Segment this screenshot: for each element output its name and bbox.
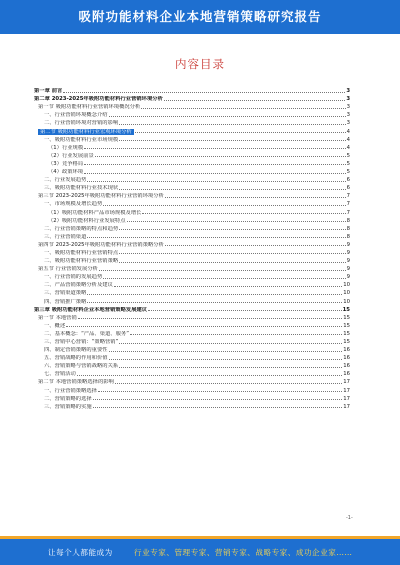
toc-leader-dots	[98, 391, 342, 392]
toc-entry-page: 4	[346, 144, 350, 151]
toc-entry-label: 一、市场规模及增长趋势	[44, 201, 103, 208]
toc-entry[interactable]	[34, 216, 350, 224]
toc-entry-label: 一、吸附功能材料行业营销特点	[44, 249, 119, 256]
toc-entry[interactable]	[34, 191, 350, 199]
toc-entry[interactable]	[34, 305, 350, 313]
toc-leader-dots	[114, 286, 342, 287]
toc-entry[interactable]	[34, 361, 350, 369]
toc-leader-dots	[141, 108, 345, 109]
toc-leader-dots	[84, 148, 345, 149]
toc-entry[interactable]	[34, 135, 350, 143]
toc-leader-dots	[63, 92, 345, 93]
toc-entry[interactable]	[34, 232, 350, 240]
toc-entry[interactable]	[34, 207, 350, 215]
toc-entry-label: 第一章 前言	[34, 88, 63, 95]
toc-entry-page: 17	[343, 403, 350, 410]
toc-leader-dots	[119, 253, 345, 254]
toc-entry[interactable]	[34, 240, 350, 248]
report-title: 吸附功能材料企业本地营销策略研究报告	[78, 9, 322, 24]
toc-entry[interactable]	[34, 264, 350, 272]
toc-entry[interactable]	[34, 329, 350, 337]
toc-entry-label: 二、行业营销策略的特点和趋势	[44, 225, 119, 232]
toc-entry-page: 10	[343, 282, 350, 289]
toc-entry-label: 第二节 吸附功能材料行业宏观环境分析	[40, 128, 132, 135]
toc-entry-label: 二、营销策略的选择	[44, 395, 92, 402]
toc-entry-page: 6	[346, 185, 350, 192]
toc-leader-dots	[93, 399, 343, 400]
toc-entry-label: 五、营销战略的作用和价值	[44, 355, 108, 362]
toc-leader-dots	[87, 294, 342, 295]
toc-entry-label: 三、吸附功能材料行业技术现状	[44, 185, 119, 192]
toc-entry[interactable]	[34, 402, 350, 410]
toc-entry-page: 5	[346, 152, 350, 159]
table-of-contents	[34, 86, 350, 410]
banner-accent-stripe	[0, 536, 400, 539]
toc-leader-dots	[66, 326, 342, 327]
toc-entry-page: 3	[346, 96, 350, 103]
toc-entry-label: 第一节 吸附功能材料行业营销环境概况分析	[38, 104, 141, 111]
toc-entry[interactable]	[34, 353, 350, 361]
toc-leader-dots	[109, 359, 343, 360]
toc-entry[interactable]	[34, 159, 350, 167]
toc-entry-label: 第二节 本地营销策略选择的影响	[38, 379, 114, 386]
toc-leader-dots	[95, 156, 346, 157]
toc-entry-page: 3	[346, 112, 350, 119]
toc-leader-dots	[130, 334, 342, 335]
toc-leader-dots	[119, 343, 342, 344]
toc-entry-label: 三、行业营销渠道	[44, 233, 87, 240]
toc-entry-page: 16	[343, 363, 350, 370]
toc-entry-label: 三、营销策略的实施	[44, 403, 92, 410]
toc-leader-dots	[84, 164, 345, 165]
toc-entry-label: 第一节 本地营销	[38, 314, 77, 321]
toc-entry-label: 四、制定营销策略的重要性	[44, 347, 108, 354]
toc-leader-dots	[135, 132, 346, 133]
toc-entry[interactable]	[34, 377, 350, 385]
toc-entry-page: 5	[346, 160, 350, 167]
toc-leader-dots	[99, 270, 346, 271]
toc-entry-page: 17	[343, 395, 350, 402]
toc-entry[interactable]	[34, 86, 350, 94]
toc-entry-label: 第三节 2023-2025年吸附功能材料行业营销环境分析	[38, 193, 164, 200]
toc-entry-label: 一、概述	[44, 322, 66, 329]
toc-leader-dots	[77, 375, 342, 376]
toc-entry-page: 17	[343, 379, 350, 386]
toc-leader-dots	[103, 278, 345, 279]
toc-entry[interactable]	[34, 102, 350, 110]
toc-entry-label: （1）行业规模	[48, 144, 84, 151]
toc-entry-page: 10	[343, 298, 350, 305]
toc-entry-label: 第五节 行业营销发展分析	[38, 266, 98, 273]
toc-entry[interactable]	[34, 199, 350, 207]
toc-leader-dots	[119, 262, 345, 263]
toc-entry-page: 8	[346, 225, 350, 232]
toc-entry-page: 15	[343, 314, 350, 321]
toc-leader-dots	[87, 302, 342, 303]
toc-entry-label: 一、行业营销环境概念介绍	[44, 112, 108, 119]
toc-entry-page: 16	[343, 347, 350, 354]
toc-leader-dots	[119, 189, 345, 190]
toc-entry-page: 4	[346, 136, 350, 143]
toc-leader-dots	[119, 124, 345, 125]
banner-slogan-left: 让每个人都能成为	[48, 548, 113, 557]
toc-leader-dots	[119, 367, 342, 368]
toc-entry[interactable]	[34, 167, 350, 175]
toc-entry-label: 二、产品营销策略分析及建议	[44, 282, 113, 289]
toc-entry[interactable]	[34, 183, 350, 191]
toc-entry-page: 15	[343, 339, 350, 345]
toc-entry-label: 第二章 2023-2025年吸附功能材料行业营销环境分析	[34, 96, 163, 103]
toc-entry-page: 3	[346, 88, 350, 95]
toc-entry-label: 七、营销活动	[44, 371, 76, 378]
toc-entry-label: 第三章 吸附功能材料企业本地营销策略发展建议	[34, 306, 148, 313]
toc-entry[interactable]	[34, 126, 350, 134]
toc-leader-dots	[142, 213, 345, 214]
toc-leader-dots	[87, 237, 345, 238]
toc-entry-label: （2）行业发展前景	[48, 152, 94, 159]
toc-entry-label: 二、行业营销环境对营销的影响	[44, 120, 119, 127]
toc-leader-dots	[115, 383, 342, 384]
toc-leader-dots	[165, 245, 346, 246]
toc-entry-page: 7	[346, 193, 350, 200]
toc-leader-dots	[93, 407, 343, 408]
toc-entry[interactable]	[34, 110, 350, 118]
toc-entry-page: 8	[346, 217, 350, 224]
toc-entry-page: 9	[346, 266, 350, 273]
toc-entry[interactable]	[34, 248, 350, 256]
toc-leader-dots	[84, 173, 345, 174]
toc-entry[interactable]	[34, 369, 350, 377]
toc-entry-label: （4）政策环境	[48, 169, 84, 176]
toc-entry-label: （2）吸附功能材料行业发展特点	[48, 217, 126, 224]
toc-entry-page: 4	[346, 128, 350, 135]
toc-entry[interactable]	[34, 337, 350, 345]
toc-entry-label: 三、营销渠道策略	[44, 290, 87, 297]
toc-entry-label: 六、营销策略与营销战略的关系	[44, 363, 119, 370]
toc-entry-page: 15	[343, 330, 350, 337]
toc-entry-label: （1）吸附功能材料产品市场规模及增长	[48, 209, 142, 216]
toc-entry-label: 二、吸附功能材料行业营销策略	[44, 258, 119, 265]
toc-entry[interactable]	[34, 385, 350, 393]
toc-entry-page: 15	[342, 306, 350, 313]
toc-entry-page: 17	[343, 387, 350, 394]
toc-entry[interactable]	[34, 151, 350, 159]
toc-entry-page: 9	[346, 274, 350, 281]
toc-entry-page: 7	[346, 201, 350, 208]
toc-entry[interactable]	[34, 313, 350, 321]
toc-entry[interactable]	[34, 321, 350, 329]
toc-leader-dots	[103, 205, 345, 206]
toc-leader-dots	[109, 351, 343, 352]
toc-title: 内容目录	[175, 57, 225, 71]
toc-entry-label: 二、基本概念：“产品、渠道、服务”	[44, 330, 129, 337]
toc-leader-dots	[148, 310, 342, 311]
toc-entry[interactable]	[34, 280, 350, 288]
toc-entry[interactable]	[34, 256, 350, 264]
footer-banner	[0, 536, 400, 565]
toc-entry[interactable]	[34, 296, 350, 304]
toc-leader-dots	[87, 181, 345, 182]
toc-entry-page: 8	[346, 233, 350, 240]
toc-leader-dots	[109, 116, 346, 117]
toc-entry-page: 7	[346, 209, 350, 216]
toc-entry[interactable]	[34, 143, 350, 151]
toc-entry[interactable]	[34, 118, 350, 126]
toc-entry-page: 5	[346, 169, 350, 176]
toc-entry-page: 10	[343, 290, 350, 297]
toc-entry[interactable]	[34, 394, 350, 402]
toc-entry-label: 第四节 2023-2025年吸附功能材料行业营销策略分析	[38, 241, 164, 248]
toc-entry-page: 6	[346, 177, 350, 184]
toc-entry[interactable]	[34, 288, 350, 296]
toc-leader-dots	[119, 140, 345, 141]
toc-leader-dots	[165, 197, 346, 198]
toc-entry-label: 二、行业发展趋势	[44, 177, 87, 184]
toc-entry-page: 16	[343, 355, 350, 362]
banner-slogan-right: 行业专家、管理专家、营销专家、战略专家、成功企业家……	[134, 548, 353, 557]
toc-entry[interactable]	[34, 272, 350, 280]
toc-entry-label: 一、行业营销策略选择	[44, 387, 97, 394]
toc-entry-page: 3	[346, 120, 350, 127]
toc-entry[interactable]	[34, 94, 350, 102]
toc-entry-page: 3	[346, 104, 350, 111]
toc-entry-page: 9	[346, 258, 350, 265]
toc-leader-dots	[119, 229, 345, 230]
toc-entry[interactable]	[34, 345, 350, 353]
report-header	[0, 0, 400, 34]
toc-entry-label: 三、营销中心营销：“策略营销”	[44, 339, 119, 345]
toc-entry-label: 四、营销推广策略	[44, 298, 87, 305]
toc-leader-dots	[164, 100, 345, 101]
toc-entry-label: 一、行业营销的发展趋势	[44, 274, 103, 281]
toc-leader-dots	[127, 221, 346, 222]
toc-entry-label: （3）竞争格局	[48, 160, 84, 167]
toc-entry-page: 15	[343, 322, 350, 329]
toc-entry-page: 9	[346, 241, 350, 248]
toc-entry-label: 一、吸附功能材料行业市场规模	[44, 136, 119, 143]
toc-entry[interactable]	[34, 224, 350, 232]
toc-entry-page: 9	[346, 249, 350, 256]
toc-leader-dots	[78, 318, 342, 319]
toc-entry-page: 16	[343, 371, 350, 378]
page-number: -1-	[346, 515, 353, 521]
toc-entry[interactable]	[34, 175, 350, 183]
